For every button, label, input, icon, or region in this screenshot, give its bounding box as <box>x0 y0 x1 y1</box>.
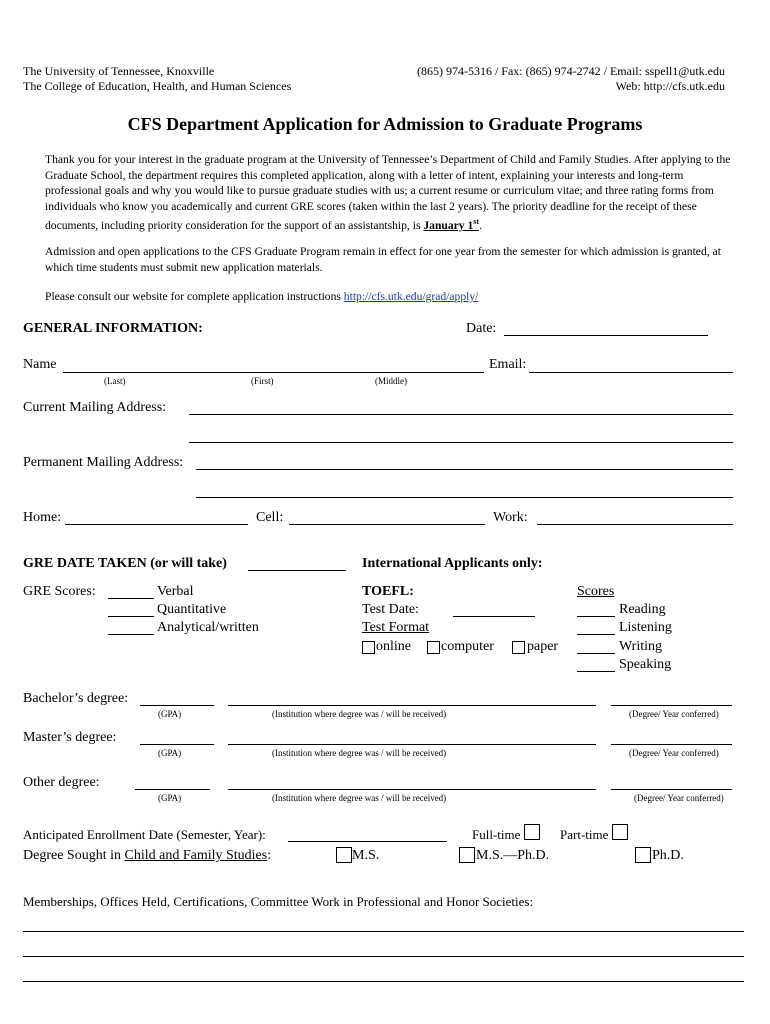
degree-sought-colon: : <box>267 848 272 863</box>
ms-phd-checkbox[interactable] <box>459 847 475 863</box>
test-date-label: Test Date: <box>362 602 419 617</box>
computer-label: computer <box>441 639 494 654</box>
part-time-checkbox[interactable] <box>612 824 628 840</box>
page-title: CFS Department Application for Admission to Graduate Programs <box>127 114 643 134</box>
institution-caption: (Institution where degree was / will be received) <box>272 748 447 758</box>
paper-checkbox[interactable] <box>512 641 525 654</box>
other-degree-label: Other degree: <box>23 775 100 790</box>
general-info-heading: GENERAL INFORMATION: <box>23 321 203 336</box>
memberships-label: Memberships, Offices Held, Certifications, Committee Work in Professional and Honor Societies: <box>23 894 534 909</box>
apply-link[interactable]: http://cfs.utk.edu/grad/apply/ <box>343 290 479 303</box>
full-time-checkbox[interactable] <box>524 824 540 840</box>
phd-label: Ph.D. <box>652 848 684 863</box>
ms-label: M.S. <box>352 848 380 863</box>
gpa-caption: (GPA) <box>158 748 182 758</box>
gre-scores-label: GRE Scores: <box>23 584 96 599</box>
international-heading: International Applicants only: <box>362 556 543 571</box>
conferred-caption: (Degree/ Year conferred) <box>629 748 719 758</box>
test-date-field[interactable] <box>453 616 535 617</box>
degree-sought-label <box>23 848 271 864</box>
other-gpa-field[interactable] <box>135 789 210 790</box>
date-field[interactable] <box>504 335 708 336</box>
institution-caption: (Institution where degree was / will be received) <box>272 793 447 803</box>
institution-caption: (Institution where degree was / will be received) <box>272 709 447 719</box>
writing-label: Writing <box>619 639 662 654</box>
memberships-line-1[interactable] <box>23 931 744 932</box>
full-time-label: Full-time <box>472 827 521 842</box>
gre-verbal-field[interactable] <box>108 598 154 599</box>
other-institution-field[interactable] <box>228 789 596 790</box>
current-address-line-1[interactable] <box>189 414 733 415</box>
memberships-line-3[interactable] <box>23 981 744 982</box>
memberships-line-2[interactable] <box>23 956 744 957</box>
current-address-line-2[interactable] <box>189 442 733 443</box>
masters-gpa-field[interactable] <box>140 744 214 745</box>
reading-label: Reading <box>619 602 666 617</box>
speaking-label: Speaking <box>619 657 672 672</box>
degree-sought-prefix: Degree Sought in <box>23 848 121 863</box>
degree-sought-program: Child and Family Studies <box>124 848 268 863</box>
instructions-paragraph <box>45 289 735 305</box>
reading-score-field[interactable] <box>577 616 615 617</box>
other-conferred-field[interactable] <box>611 789 732 790</box>
gre-date-label: GRE DATE TAKEN (or will take) <box>23 556 227 571</box>
listening-label: Listening <box>619 620 672 635</box>
gre-date-field[interactable] <box>248 570 346 571</box>
university-name: The University of Tennessee, Knoxville <box>23 64 215 78</box>
deadline-text: January 1 <box>423 219 474 233</box>
date-label: Date: <box>466 321 497 336</box>
computer-checkbox[interactable] <box>427 641 440 654</box>
conferred-caption: (Degree/ Year conferred) <box>629 709 719 719</box>
name-field[interactable] <box>63 372 484 373</box>
gpa-caption: (GPA) <box>158 709 182 719</box>
toefl-scores-label: Scores <box>577 584 615 599</box>
college-name: The College of Education, Health, and Human Sciences <box>23 79 292 93</box>
gre-quantitative-label: Quantitative <box>157 602 227 617</box>
writing-score-field[interactable] <box>577 653 615 654</box>
listening-score-field[interactable] <box>577 634 615 635</box>
gre-verbal-label: Verbal <box>157 584 194 599</box>
bachelors-label: Bachelor’s degree: <box>23 691 129 706</box>
masters-institution-field[interactable] <box>228 744 596 745</box>
deadline-end: . <box>479 219 482 233</box>
name-label: Name <box>23 357 57 372</box>
admission-paragraph: Admission and open applications to the CFS Graduate Program remain in effect for one year from the semester for which admission is granted, at which time students must submit new application materials. <box>45 245 721 274</box>
intro-paragraph <box>45 152 735 234</box>
gre-analytical-field[interactable] <box>108 634 154 635</box>
anticipated-enrollment-field[interactable] <box>288 841 447 842</box>
toefl-label: TOEFL: <box>362 584 414 599</box>
email-label: Email: <box>489 357 527 372</box>
first-name-caption: (First) <box>251 376 274 386</box>
phd-checkbox[interactable] <box>635 847 651 863</box>
bachelors-gpa-field[interactable] <box>140 705 214 706</box>
masters-label: Master’s degree: <box>23 730 117 745</box>
speaking-score-field[interactable] <box>577 671 615 672</box>
current-address-label: Current Mailing Address: <box>23 400 167 415</box>
part-time-label: Part-time <box>560 827 609 842</box>
gre-analytical-label: Analytical/written <box>157 620 259 635</box>
deadline-sup: st <box>473 217 480 227</box>
permanent-address-label: Permanent Mailing Address: <box>23 455 184 470</box>
cell-phone-field[interactable] <box>289 524 485 525</box>
online-checkbox[interactable] <box>362 641 375 654</box>
email-field[interactable] <box>529 372 733 373</box>
test-format-label: Test Format <box>362 620 430 635</box>
bachelors-institution-field[interactable] <box>228 705 596 706</box>
work-phone-label: Work: <box>493 510 528 525</box>
contact-info: (865) 974-5316 / Fax: (865) 974-2742 / Email: sspell1@utk.edu <box>416 64 725 78</box>
permanent-address-line-1[interactable] <box>196 469 733 470</box>
intro-text: Thank you for your interest in the graduate program at the University of Tennessee’s Department of Child and Family Studies. After applying to the Graduate School, the department requires this completed application, along with a letter of intent, explaining your interests and long-term professional goals and why you would like to pursue graduate studies with us; a current resume or curriculum vitae; and three rating forms from individuals who know you academically and current GRE scores (taken within the last 2 years). The priority deadline for the receipt of these documents, including priority consideration for the support of an assistantship, is <box>45 153 731 233</box>
masters-conferred-field[interactable] <box>611 744 732 745</box>
ms-checkbox[interactable] <box>336 847 352 863</box>
deadline-date <box>423 219 479 232</box>
gpa-caption: (GPA) <box>158 793 182 803</box>
work-phone-field[interactable] <box>537 524 733 525</box>
ms-phd-label: M.S.—Ph.D. <box>476 848 550 863</box>
home-phone-label: Home: <box>23 510 62 525</box>
cell-phone-label: Cell: <box>256 510 284 525</box>
website: Web: http://cfs.utk.edu <box>615 79 725 93</box>
online-label: online <box>376 639 411 654</box>
gre-quantitative-field[interactable] <box>108 616 154 617</box>
conferred-caption: (Degree/ Year conferred) <box>634 793 724 803</box>
permanent-address-line-2[interactable] <box>196 497 733 498</box>
home-phone-field[interactable] <box>65 524 248 525</box>
anticipated-enrollment-label: Anticipated Enrollment Date (Semester, Year): <box>23 827 266 842</box>
middle-name-caption: (Middle) <box>375 376 407 386</box>
paper-label: paper <box>527 639 559 654</box>
bachelors-conferred-field[interactable] <box>611 705 732 706</box>
last-name-caption: (Last) <box>104 376 126 386</box>
instructions-text: Please consult our website for complete application instructions <box>45 290 341 303</box>
